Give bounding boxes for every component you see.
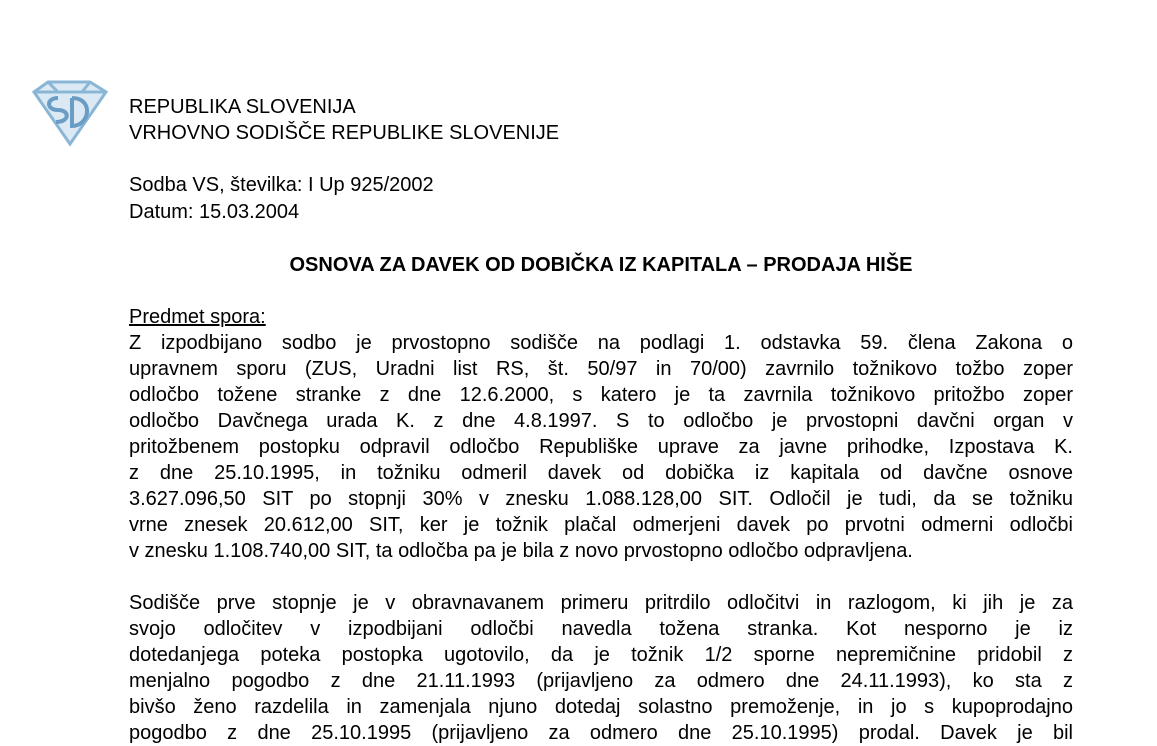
text-line: Sodišče prve stopnje je v obravnavanem primeru pritrdilo odločitvi in razlogom, ki jih je za [129,592,1073,614]
text-line: odločbo Davčnega urada K. z dne 4.8.1997. S to odločbo je prvostopni davčni organ v [129,410,1073,432]
text-line: pritožbenem postopku odpravil odločbo Republiške uprave za javne prihodke, Izpostava K. [129,436,1073,458]
text-line: vrne znesek 20.612,00 SIT, ker je tožnik plačal odmerjeni davek po prvotni odmerni odločbi [129,514,1073,536]
text-line: z dne 25.10.1995, in tožniku odmeril davek od dobička iz kapitala od davčne osnove [129,462,1073,484]
text-line: svojo odločitev v izpodbijani odločbi navedla tožena stranka. Kot nesporno je iz [129,618,1073,640]
paragraph-2 [129,590,1073,746]
text-line: odločbo tožene stranke z dne 12.6.2000, s katero je ta zavrnila tožnikovo pritožbo zoper [129,384,1073,406]
document-title: OSNOVA ZA DAVEK OD DOBIČKA IZ KAPITALA – PRODAJA HIŠE [289,254,913,276]
header [129,94,559,146]
text-line: dotedanjega poteka postopka ugotovilo, da je tožnik 1/2 sporne nepremičnine pridobil z [129,644,1073,666]
text-line: v znesku 1.108.740,00 SIT, ta odločba pa je bila z novo prvostopno odločbo odpravljena. [129,540,913,562]
case-meta [129,172,434,226]
header-republic: REPUBLIKA SLOVENIJA [129,96,356,118]
text-line: pogodbo z dne 25.10.1995 (prijavljeno za odmero dne 25.10.1995) prodal. Davek je bil [129,722,1073,744]
text-line: 3.627.096,50 SIT po stopnji 30% v znesku 1.088.128,00 SIT. Odločil je tudi, da se tožniku [129,488,1073,510]
text-line: upravnem sporu (ZUS, Uradni list RS, št. 50/97 in 70/00) zavrnilo tožnikovo tožbo zoper [129,358,1073,380]
text-line: Z izpodbijano sodbo je prvostopno sodišče na podlagi 1. odstavka 59. člena Zakona o [129,332,1073,354]
paragraph-1 [129,330,1073,564]
section-heading: Predmet spora: [129,306,266,328]
case-date: Datum: 15.03.2004 [129,201,300,223]
header-court: VRHOVNO SODIŠČE REPUBLIKE SLOVENIJE [129,122,560,144]
court-shield-logo [28,78,110,148]
text-line: menjalno pogodbo z dne 21.11.1993 (prijavljeno za odmero dne 24.11.1993), ko sta z [129,670,1073,692]
text-line: bivšo ženo razdelila in zamenjala njuno dotedaj solastno premoženje, in jo s kupoprodajno [129,696,1073,718]
case-number: Sodba VS, številka: I Up 925/2002 [129,174,434,196]
